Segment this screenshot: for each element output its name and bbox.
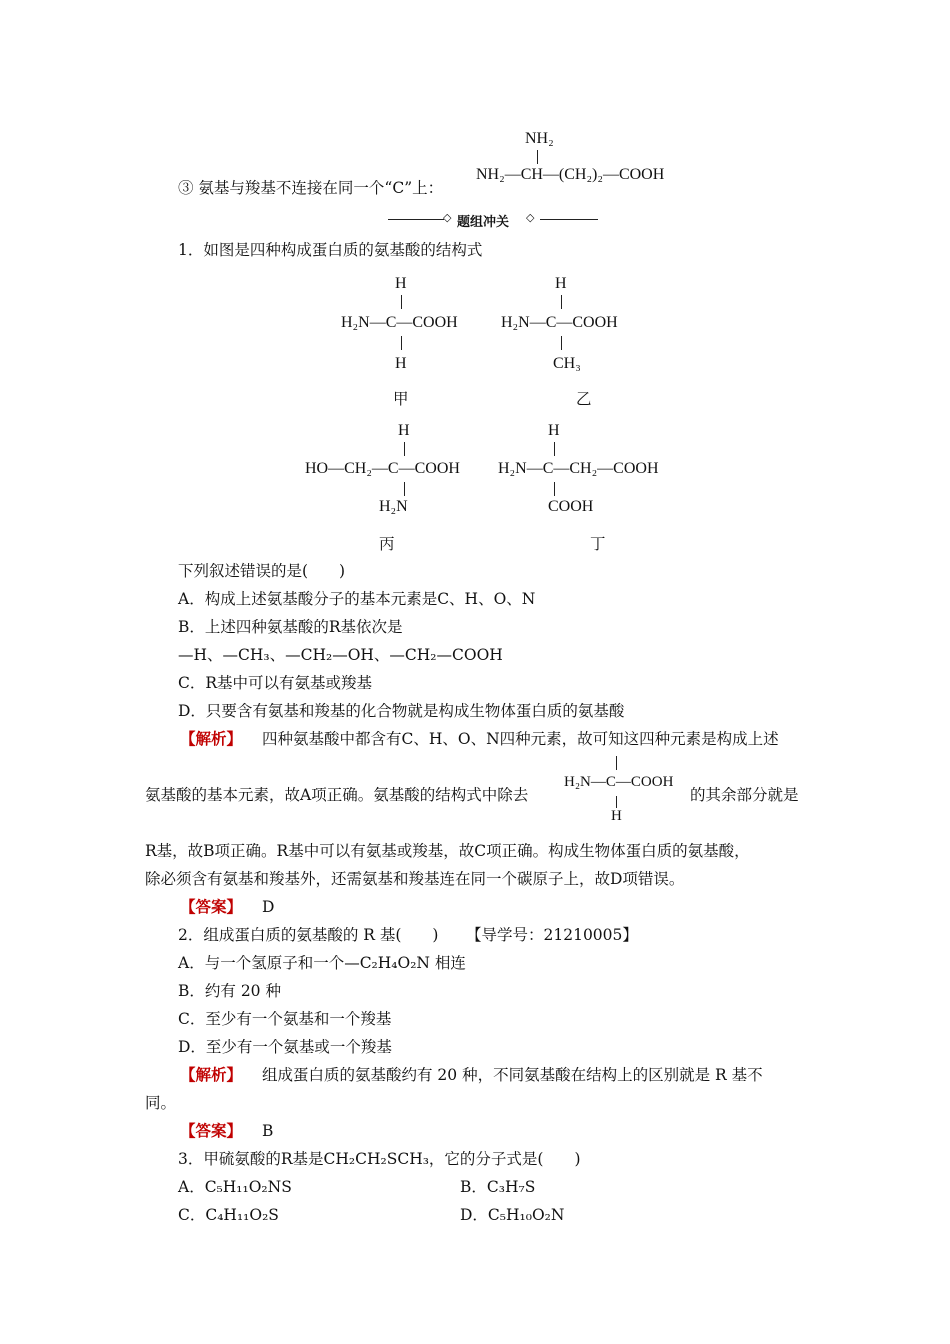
bond-line [554, 482, 555, 496]
q3-option-b: B．C₃H₇S [460, 1178, 536, 1196]
bond-line [537, 150, 538, 164]
struct-bing-bottom: H₂N [379, 498, 408, 515]
struct-bing-name: 丙 [379, 535, 395, 553]
q1-option-d: D．只要含有氨基和羧基的化合物就是构成生物体蛋白质的氨基酸 [178, 702, 625, 720]
q1-analysis-line2a: 氨基酸的基本元素，故A项正确。氨基酸的结构式中除去 [145, 786, 529, 804]
analysis-label: 【解析】 [180, 729, 243, 748]
analysis-label: 【解析】 [180, 1065, 243, 1084]
q1-analysis-line3: R基，故B项正确。R基中可以有氨基或羧基，故C项正确。构成生物体蛋白质的氨基酸， [145, 842, 750, 860]
struct-bing-top: H [398, 422, 410, 439]
q2-option-c: C．至少有一个氨基和一个羧基 [178, 1010, 392, 1028]
divider-left [388, 219, 444, 220]
rule3-text: ③ 氨基与羧基不连接在同一个“C”上： [178, 179, 444, 197]
answer-label: 【答案】 [180, 897, 243, 916]
q1-option-b: B．上述四种氨基酸的R基依次是 [178, 618, 403, 636]
struct-jia-main: H₂N—C—COOH [341, 314, 458, 331]
section-title: 题组冲关 [457, 215, 510, 230]
struct-jia-top: H [395, 275, 407, 292]
struct-bing-main: HO—CH₂—C—COOH [305, 460, 460, 477]
struct-jia-name: 甲 [393, 390, 409, 408]
q2-guide-number: 【导学号：21210005】 [466, 926, 638, 944]
q3-stem: 3．甲硫氨酸的R基是CH₂CH₂SCH₃，它的分子式是( ) [178, 1150, 581, 1168]
bond-line [401, 336, 402, 350]
diamond-icon: ◇ [443, 211, 452, 224]
q2-option-b: B．约有 20 种 [178, 982, 281, 1000]
struct-yi-top: H [555, 275, 567, 292]
q3-option-a: A．C₅H₁₁O₂NS [178, 1178, 292, 1196]
answer-label: 【答案】 [180, 1121, 243, 1140]
bond-line [616, 796, 617, 808]
bond-line [401, 295, 402, 309]
q2-stem: 2．组成蛋白质的氨基酸的 R 基( ) [178, 926, 439, 944]
struct-ding-main: H₂N—C—CH₂—COOH [498, 460, 659, 477]
q3-option-c: C．C₄H₁₁O₂S [178, 1206, 279, 1224]
struct-jia-bottom: H [395, 355, 407, 372]
q2-analysis-line2: 同。 [145, 1094, 177, 1112]
q1-analysis-line1: 四种氨基酸中都含有C、H、O、N四种元素，故可知这四种元素是构成上述 [262, 730, 779, 748]
q2-option-d: D．至少有一个氨基或一个羧基 [178, 1038, 392, 1056]
struct-yi-main: H₂N—C—COOH [501, 314, 618, 331]
inline-structure: H₂N—C—COOH [564, 774, 674, 790]
inline-structure-bottom: H [611, 808, 622, 824]
bond-line [554, 442, 555, 456]
bond-line [404, 482, 405, 496]
struct-ding-top: H [548, 422, 560, 439]
formula-top-group: NH₂ [525, 130, 554, 147]
q3-option-d: D．C₅H₁₀O₂N [460, 1206, 565, 1224]
diamond-icon: ◇ [526, 211, 535, 224]
q1-option-a: A．构成上述氨基酸分子的基本元素是C、H、O、N [178, 590, 536, 608]
struct-ding-name: 丁 [590, 535, 606, 553]
struct-yi-name: 乙 [576, 390, 592, 408]
struct-yi-bottom: CH₃ [553, 355, 581, 372]
q1-option-b-cont: —H、—CH₃、—CH₂—OH、—CH₂—COOH [178, 646, 503, 664]
formula-main: NH₂—CH—(CH₂)₂—COOH [476, 166, 665, 183]
q1-answer: D [262, 898, 275, 916]
bond-line [561, 295, 562, 309]
q1-analysis-line2b: 的其余部分就是 [690, 786, 799, 804]
bond-line [404, 442, 405, 456]
q2-option-a: A．与一个氢原子和一个—C₂H₄O₂N 相连 [178, 954, 466, 972]
struct-ding-bottom: COOH [548, 498, 594, 515]
q2-answer: B [262, 1122, 274, 1140]
bond-line [616, 756, 617, 770]
divider-right [540, 219, 598, 220]
q1-stem: 1．如图是四种构成蛋白质的氨基酸的结构式 [178, 241, 483, 259]
q2-analysis-line1: 组成蛋白质的氨基酸约有 20 种，不同氨基酸在结构上的区别就是 R 基不 [262, 1066, 763, 1084]
q1-option-c: C．R基中可以有氨基或羧基 [178, 674, 373, 692]
q1-analysis-line4: 除必须含有氨基和羧基外，还需氨基和羧基连在同一个碳原子上，故D项错误。 [145, 870, 685, 888]
bond-line [561, 336, 562, 350]
q1-question: 下列叙述错误的是( ) [178, 562, 346, 580]
